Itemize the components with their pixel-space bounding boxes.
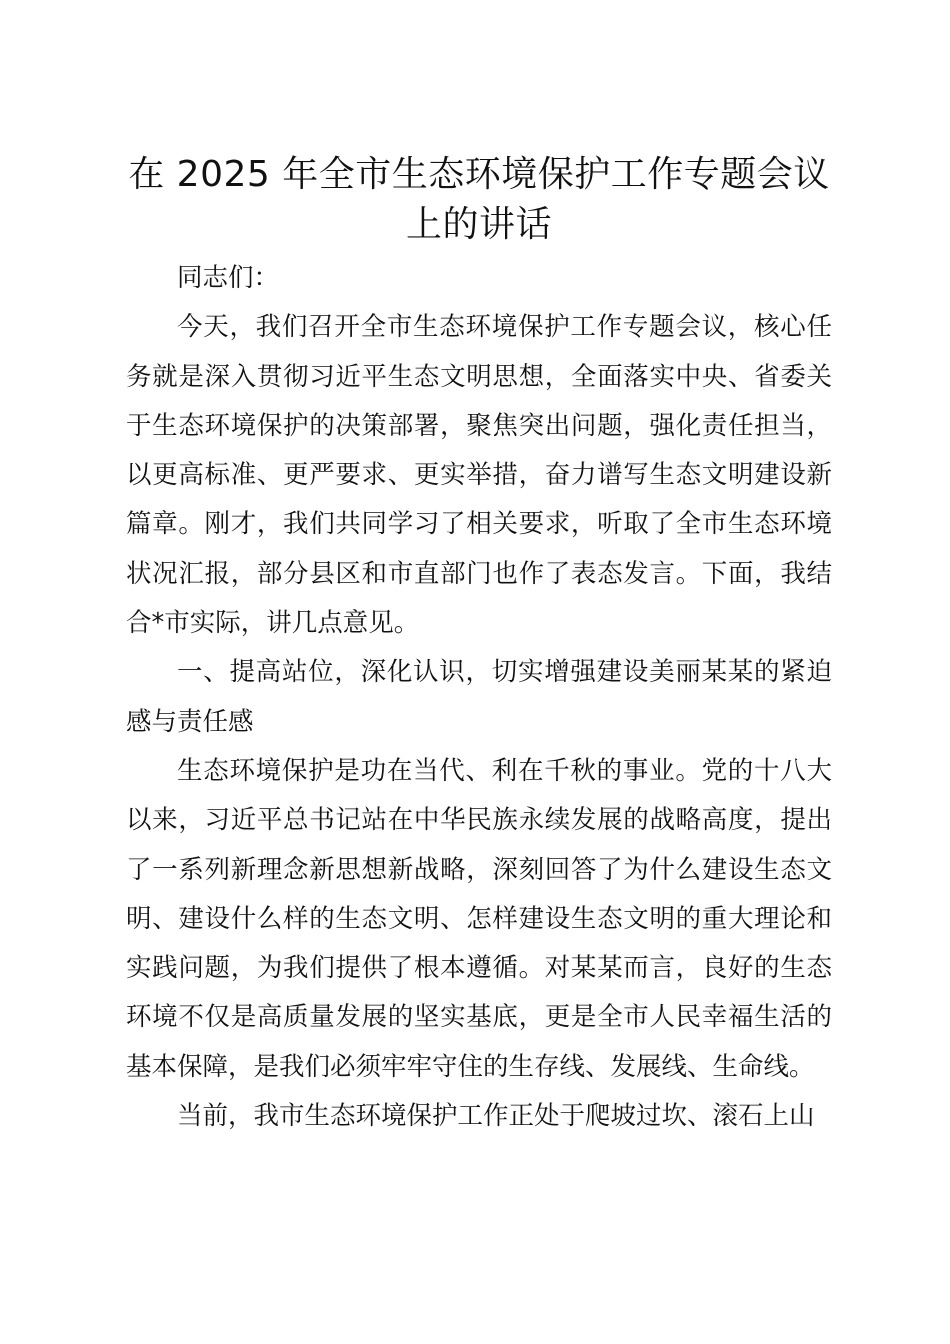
section-heading-1: 一、提高站位，深化认识，切实增强建设美丽某某的紧迫感与责任感 [126,657,832,737]
paragraph-current-situation: 当前，我市生态环境保护工作正处于爬坡过坎、滚石上山 [177,1101,815,1132]
document-title: 在 2025 年全市生态环境保护工作专题会议上的讲话 [128,154,830,245]
document-body [126,254,832,1141]
document-page [126,150,832,1141]
paragraph-intro: 今天，我们召开全市生态环境保护工作专题会议，核心任务就是深入贯彻习近平生态文明思想，全面落实中央、省委关于生态环境保护的决策部署，聚焦突出问题，强化责任担当，以更高标准、更严要求、更实举措，奋力谱写生态文明建设新篇章。刚才，我们共同学习了相关要求，听取了全市生态环境状况汇报，部分县区和市直部门也作了表态发言。下面，我结合*市实际，讲几点意见。 [126,312,832,639]
salutation: 同志们： [177,263,280,293]
paragraph-section-1: 生态环境保护是功在当代、利在千秋的事业。党的十八大以来，习近平总书记站在中华民族永续发展的战略高度，提出了一系列新理念新思想新战略，深刻回答了为什么建设生态文明、建设什么样的生态文明、怎样建设生态文明的重大理论和实践问题，为我们提供了根本遵循。对某某而言，良好的生态环境不仅是高质量发展的坚实基底，更是全市人民幸福生活的基本保障，是我们必须牢牢守住的生存线、发展线、生命线。 [126,755,832,1082]
